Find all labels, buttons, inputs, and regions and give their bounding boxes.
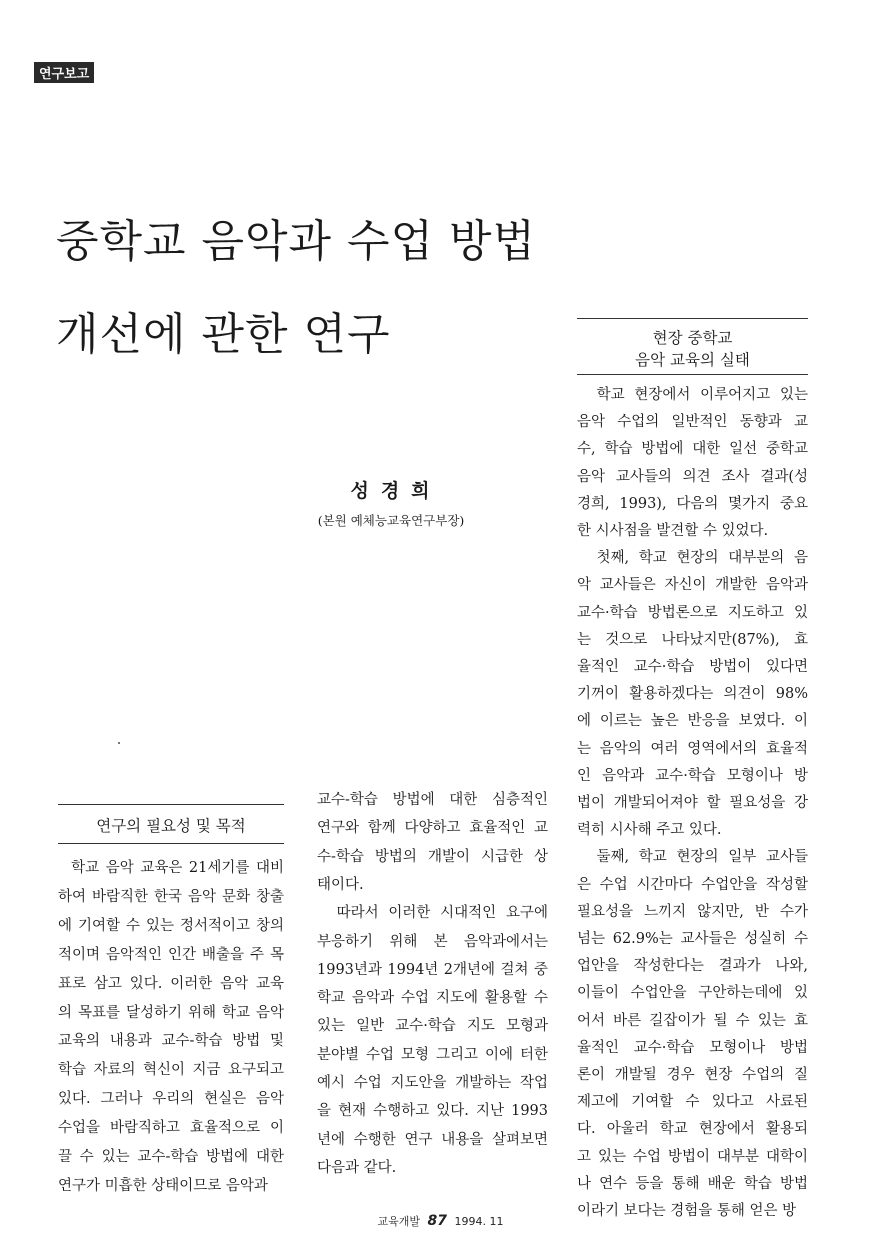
text-line: 수, 학습 방법에 대한 일선 중학교	[577, 441, 808, 458]
section2-heading-line2: 음악 교육의 실태	[635, 351, 750, 369]
footer-page-number: 87	[427, 1213, 447, 1229]
section2-heading-line1: 현장 중학교	[652, 329, 733, 347]
text-line: 악 교사들은 자신이 개발한 음악과	[577, 577, 808, 594]
section1-rule-bottom	[58, 843, 284, 844]
section2-rule-top	[577, 318, 808, 319]
text-line: 한 시사점을 발견할 수 있었다.	[577, 523, 769, 539]
text-line: 따라서 이러한 시대적인 요구에	[317, 905, 548, 922]
text-line: 수-학습 방법의 개발이 시급한 상	[317, 848, 548, 865]
text-line: 어서 바른 길잡이가 될 수 있는 효	[577, 1012, 808, 1029]
text-line: 교수·학습 방법론으로 지도하고 있	[577, 604, 808, 621]
text-line: 을 현재 수행하고 있다. 지난 1993	[317, 1103, 548, 1120]
section2-rule-bottom	[577, 374, 808, 375]
scan-speck	[118, 742, 120, 744]
article-title-line1: 중학교 음악과 수업 방법	[56, 216, 536, 267]
article-title-line2: 개선에 관한 연구	[56, 309, 391, 360]
text-line: 넘는 62.9%는 교사들은 성실히 수	[577, 931, 808, 947]
text-line: 예시 수업 지도안을 개발하는 작업	[317, 1075, 548, 1091]
text-line: 인 음악과 교수·학습 모형이나 방	[577, 767, 808, 784]
text-line: 경희, 1993), 다음의 몇가지 중요	[577, 495, 808, 512]
text-line: 표로 삼고 있다. 이러한 음악 교육	[58, 975, 284, 992]
text-line: 하여 바람직한 한국 음악 문화 창출	[58, 888, 284, 905]
footer-journal: 교육개발	[377, 1215, 421, 1228]
text-line: 다. 아울러 학교 현장에서 활용되	[577, 1121, 808, 1138]
text-line: 수업을 바람직하고 효율적으로 이	[58, 1120, 284, 1137]
text-line: 나 연수 등을 통해 배운 학습 방법	[577, 1175, 808, 1192]
text-line: 는 음악의 여러 영역에서의 효율적	[577, 740, 808, 757]
author-affiliation: (본원 예체능교육연구부장)	[317, 513, 465, 528]
text-line: 학교 음악과 수업 지도에 활용할 수	[317, 990, 548, 1007]
text-line: 첫째, 학교 현장의 대부분의 음	[577, 550, 808, 567]
section1-heading: 연구의 필요성 및 목적	[96, 817, 246, 835]
text-line: 있는 일반 교수·학습 지도 모형과	[317, 1018, 548, 1035]
text-line: 론이 개발될 경우 현장 수업의 질	[577, 1067, 808, 1083]
text-line: 에 이르는 높은 반응을 보였다. 이	[577, 713, 808, 730]
text-line: 력히 시사해 주고 있다.	[577, 822, 722, 839]
text-line: 기꺼이 활용하겠다는 의견이 98%	[577, 686, 808, 703]
text-line: 년에 수행한 연구 내용을 살펴보면	[317, 1131, 548, 1148]
text-line: 제고에 기여할 수 있다고 사료된	[577, 1094, 808, 1111]
text-line: 이들이 수업안을 구안하는데에 있	[577, 985, 808, 1002]
author-name: 성경희	[350, 480, 442, 502]
text-line: 둘째, 학교 현장의 일부 교사들	[577, 849, 808, 866]
text-line: 율적인 교수·학습 방법이 있다면	[577, 659, 808, 675]
text-line: 연구와 함께 다양하고 효율적인 교	[317, 820, 548, 837]
text-line: 끌 수 있는 교수-학습 방법에 대한	[58, 1149, 284, 1165]
text-line: 학습 자료의 혁신이 지금 요구되고	[58, 1062, 284, 1079]
text-line: 음악 교사들의 의견 조사 결과(성	[577, 468, 808, 485]
author-block	[306, 476, 476, 529]
text-line: 필요성을 느끼지 않지만, 반 수가	[577, 903, 808, 920]
text-line: 1993년과 1994년 2개년에 걸쳐 중	[317, 961, 548, 978]
text-line: 율적인 교수·학습 모형이나 방법	[577, 1039, 808, 1056]
text-line: 이라기 보다는 경험을 통해 얻은 방	[577, 1203, 797, 1219]
text-line: 적이며 음악적인 인간 배출을 주 목	[58, 946, 284, 963]
text-line: 의 목표를 달성하기 위해 학교 음악	[58, 1004, 284, 1021]
text-line: 업안을 작성한다는 결과가 나와,	[577, 958, 808, 975]
text-line: 있다. 그러나 우리의 현실은 음악	[58, 1091, 284, 1108]
text-line: 연구가 미흡한 상태이므로 음악과	[58, 1177, 268, 1194]
section1-rule-top	[58, 804, 284, 805]
text-line: 고 있는 수업 방법이 대부분 대학이	[577, 1148, 808, 1165]
text-line: 분야별 수업 모형 그리고 이에 터한	[317, 1046, 548, 1063]
text-line: 에 기여할 수 있는 정서적이고 창의	[58, 917, 284, 934]
section-badge: 연구보고	[34, 62, 94, 83]
text-line: 학교 현장에서 이루어지고 있는	[577, 387, 808, 403]
text-line: 부응하기 위해 본 음악과에서는	[317, 933, 548, 950]
text-line: 학교 음악 교육은 21세기를 대비	[58, 860, 284, 876]
text-line: 교수-학습 방법에 대한 심층적인	[317, 792, 548, 808]
text-line: 는 것으로 나타났지만(87%), 효	[577, 631, 808, 648]
text-line: 음악 수업의 일반적인 동향과 교	[577, 414, 808, 431]
page-footer	[0, 1213, 881, 1229]
text-line: 태이다.	[317, 876, 364, 893]
text-line: 다음과 같다.	[317, 1159, 397, 1176]
text-line: 은 수업 시간마다 수업안을 작성할	[577, 876, 808, 893]
text-line: 교육의 내용과 교수-학습 방법 및	[58, 1033, 284, 1050]
text-line: 법이 개발되어져야 할 필요성을 강	[577, 795, 808, 811]
footer-date: 1994. 11	[454, 1215, 504, 1228]
